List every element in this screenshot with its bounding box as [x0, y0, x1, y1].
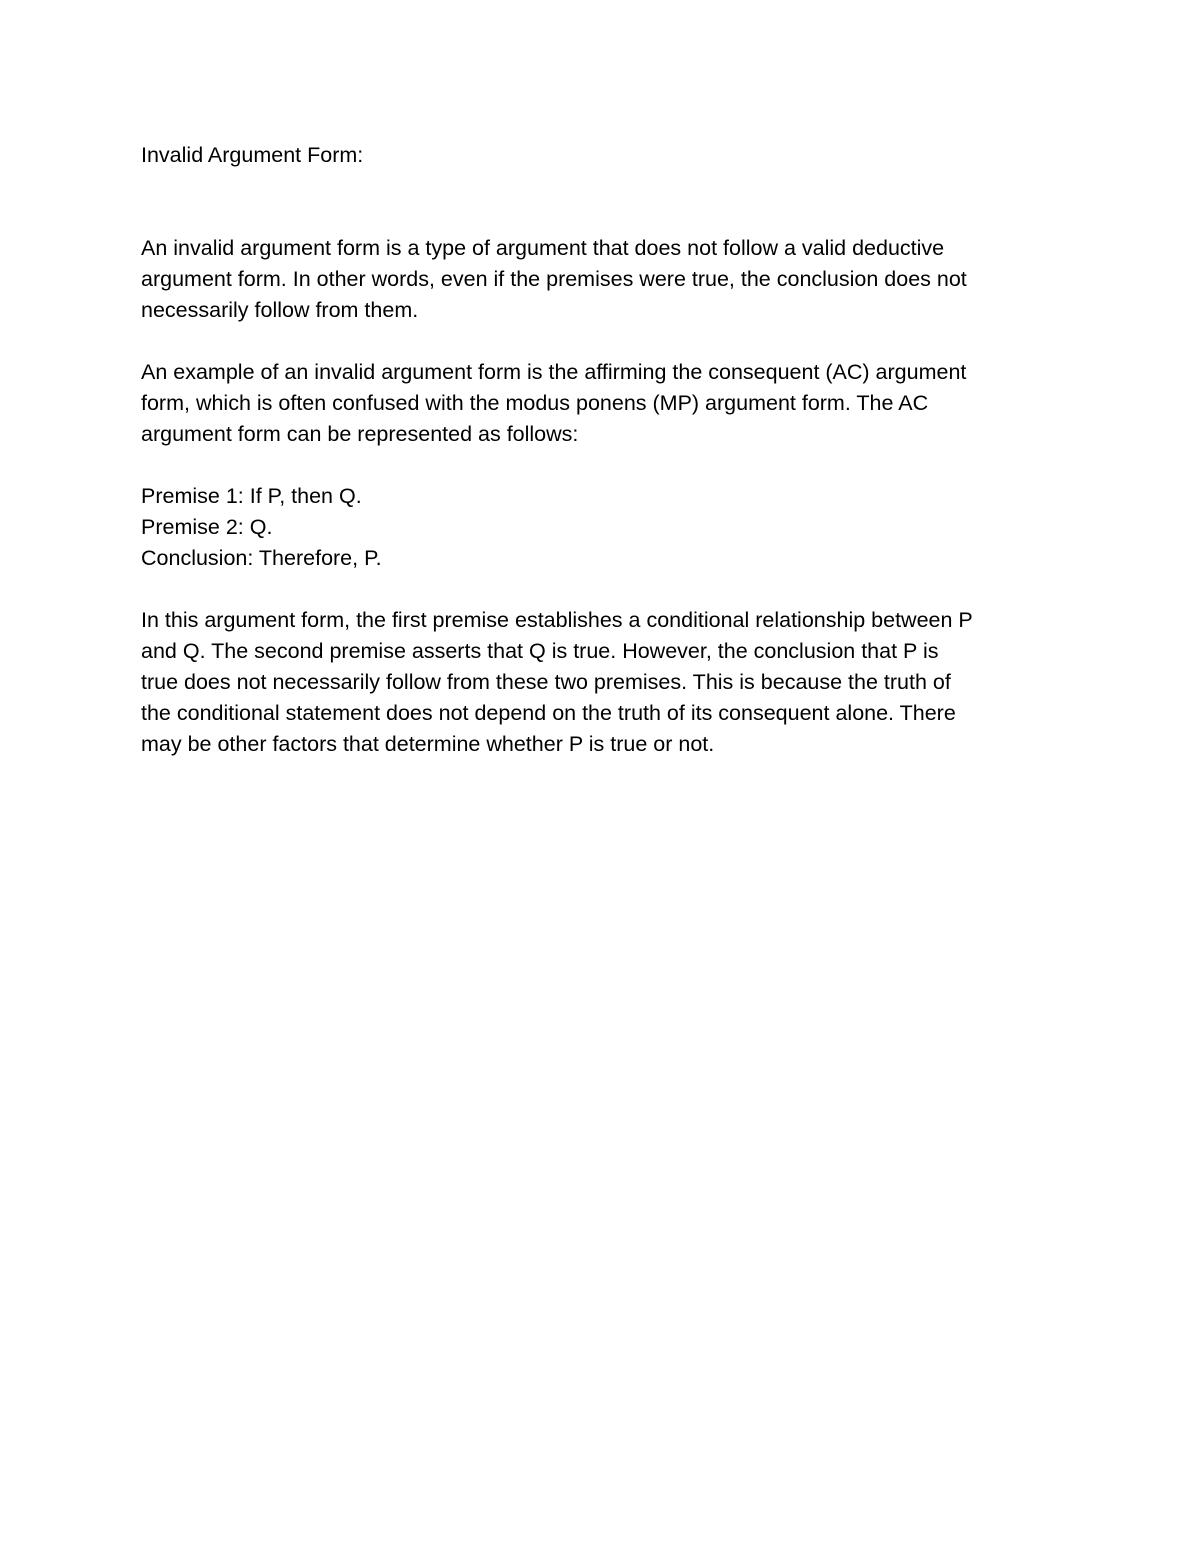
document-title: Invalid Argument Form:	[141, 143, 364, 167]
paragraph-explanation	[141, 605, 1071, 760]
paragraph-definition	[141, 233, 1071, 326]
spacer	[141, 450, 1071, 481]
paragraph-line: An invalid argument form is a type of argument that does not follow a valid deductive	[141, 236, 945, 260]
premise-2: Premise 2: Q.	[141, 515, 273, 539]
paragraph-line: the conditional statement does not depend on the truth of its consequent alone. There	[141, 701, 956, 725]
paragraph-line: may be other factors that determine whether P is true or not.	[141, 732, 715, 756]
paragraph-line: true does not necessarily follow from these two premises. This is because the truth of	[141, 670, 951, 694]
conclusion: Conclusion: Therefore, P.	[141, 546, 382, 570]
spacer	[141, 574, 1071, 605]
paragraph-line: argument form. In other words, even if the premises were true, the conclusion does not	[141, 267, 967, 291]
spacer	[141, 171, 1071, 233]
document-body	[141, 140, 1071, 760]
paragraph-line: necessarily follow from them.	[141, 298, 419, 322]
paragraph-example	[141, 357, 1071, 450]
spacer	[141, 326, 1071, 357]
paragraph-line: An example of an invalid argument form is the affirming the consequent (AC) argument	[141, 360, 967, 384]
paragraph-line: and Q. The second premise asserts that Q is true. However, the conclusion that P is	[141, 639, 939, 663]
paragraph-line: argument form can be represented as follows:	[141, 422, 579, 446]
argument-form	[141, 481, 1071, 574]
paragraph-line: In this argument form, the first premise establishes a conditional relationship between P	[141, 608, 973, 632]
premise-1: Premise 1: If P, then Q.	[141, 484, 362, 508]
paragraph-line: form, which is often confused with the modus ponens (MP) argument form. The AC	[141, 391, 929, 415]
